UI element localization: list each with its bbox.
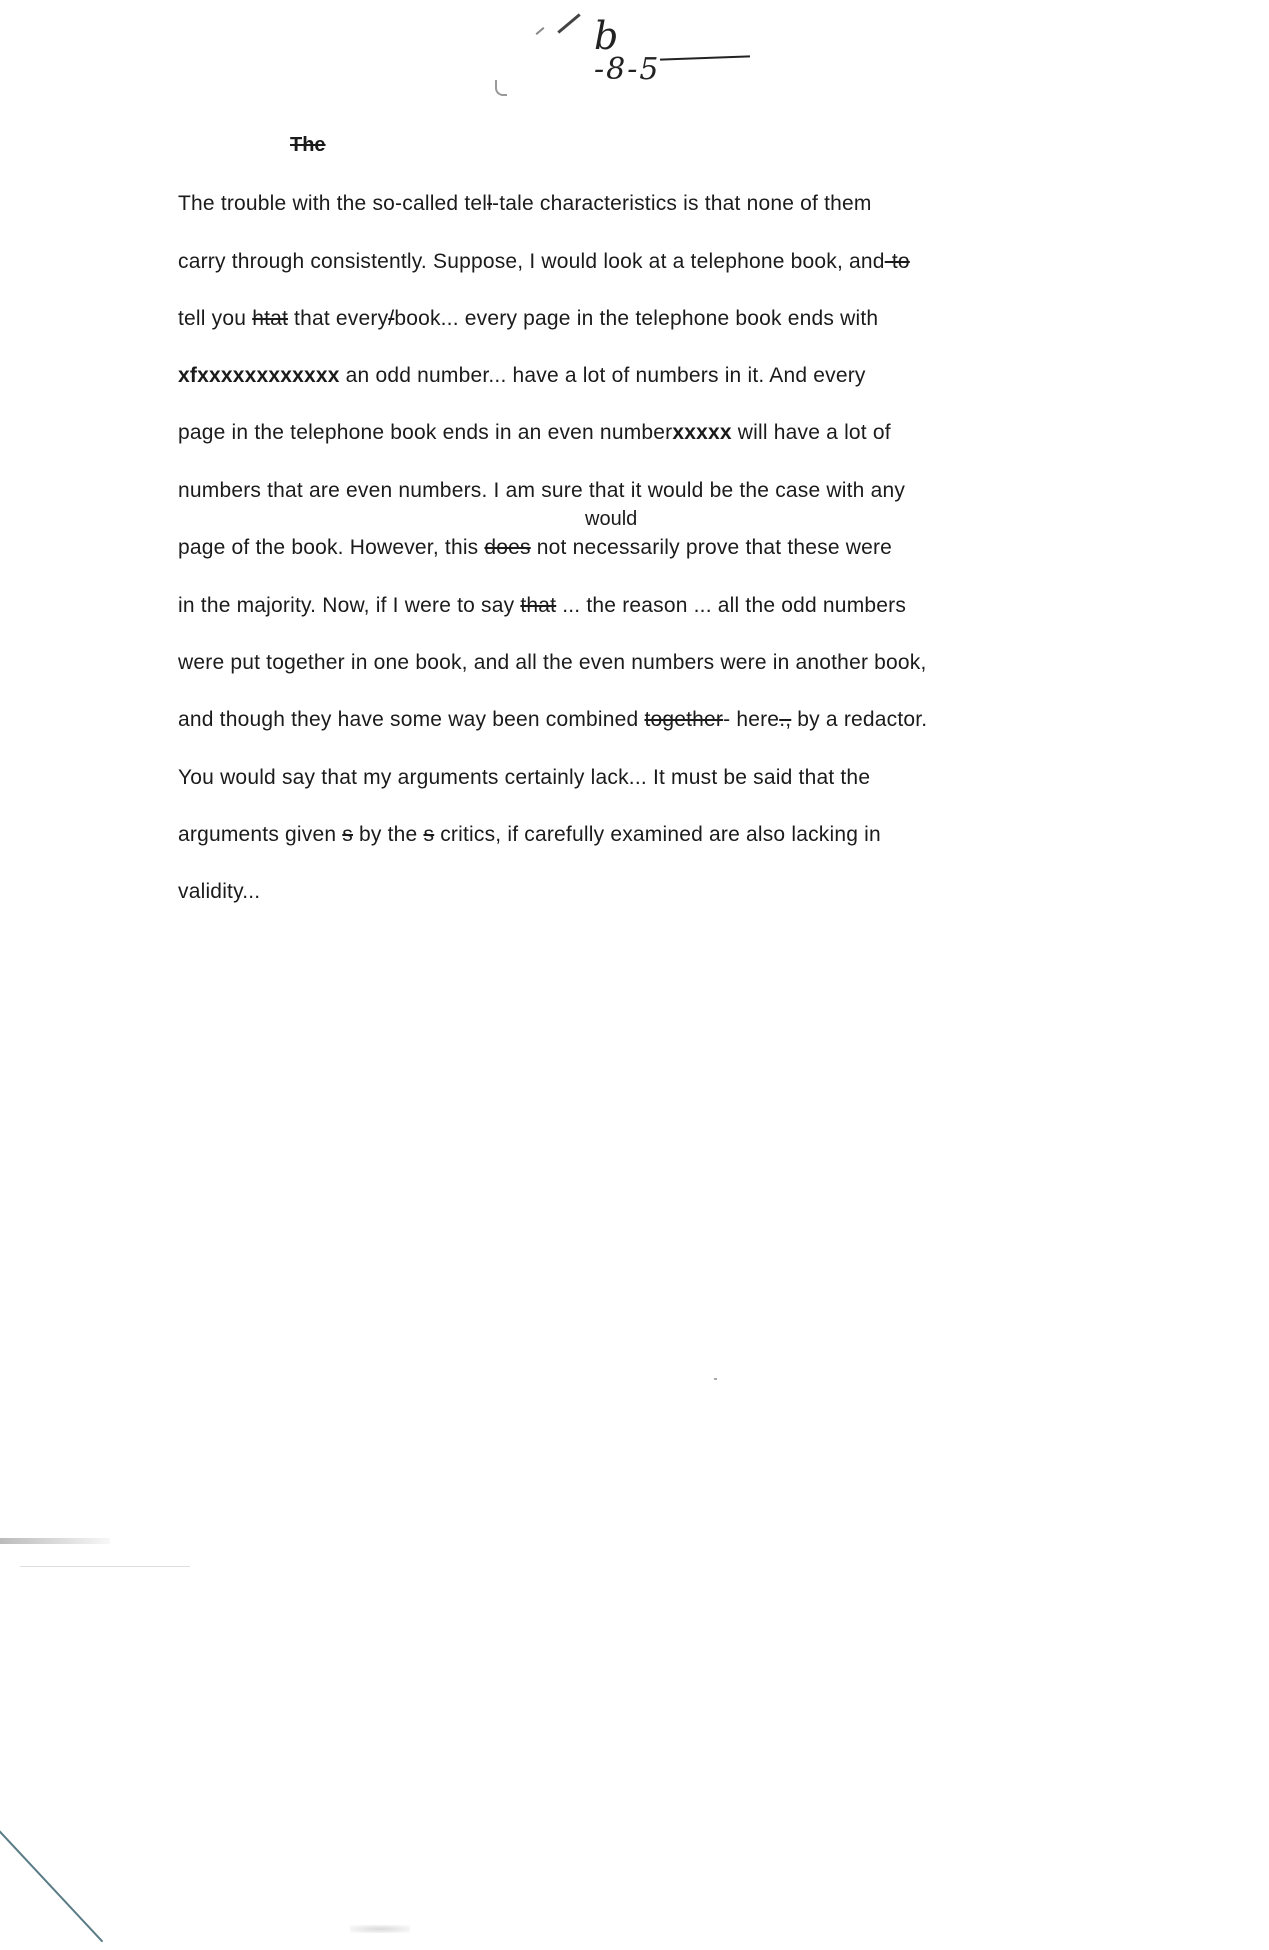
text-run: book... every page in the telephone book ends with [394,307,879,330]
struck-text: together [644,708,724,731]
typed-over-text: xxxxx [672,421,732,444]
text-run: page in the telephone book ends in an even number [178,421,673,444]
text-line [178,307,878,331]
text-run: were put together in one book, and all the even numbers were in another book, [178,651,927,674]
text-run: - here [723,708,780,731]
struck-heading: The [290,134,326,156]
text-line [178,708,927,732]
pen-mark [536,27,545,35]
text-run: an odd number... have a lot of numbers in it. And every [339,364,866,387]
scan-artifact [0,1538,110,1544]
struck-text: does [484,536,531,559]
text-line [178,880,260,904]
scan-artifact [350,1925,410,1933]
pencil-tick-mark [495,80,507,96]
handwritten-underline [660,55,750,60]
text-run: numbers that are even numbers. I am sure that it would be the case with any [178,479,906,502]
struck-text: / [388,307,395,330]
text-line [178,536,892,560]
text-line [178,421,891,445]
page-number: -8-5 [594,52,661,87]
text-line [178,651,927,675]
text-run: and though they have some way been combined [178,708,645,731]
text-run: validity... [178,880,261,903]
handwritten-annotation: b [594,14,619,58]
text-run: -tale characteristics is that none of them [492,192,872,215]
struck-text: ., [779,708,792,731]
struck-text: l [487,192,493,215]
text-run: in the majority. Now, if I were to say [178,594,521,617]
text-line [178,250,910,274]
text-run: You would say that my arguments certainly lack... It must be said that the [178,766,871,789]
text-line [178,192,872,216]
text-line [178,364,866,388]
text-line [178,823,881,847]
struck-text: s [342,823,353,846]
scan-edge-artifact [0,1820,103,1942]
pen-mark [557,13,580,33]
text-run: by the [353,823,424,846]
scan-artifact [20,1566,190,1567]
text-run: that every [288,307,389,330]
interlinear-insertion: would [585,508,638,530]
text-line [178,766,870,790]
scan-artifact [714,1378,717,1380]
text-run: will have a lot of [731,421,891,444]
struck-text: htat [252,307,289,330]
struck-text: s [423,823,435,846]
text-run: critics, if carefully examined are also lacking in [434,823,881,846]
text-run: arguments given [178,823,343,846]
text-line [178,594,906,618]
text-run: by a redactor. [791,708,928,731]
text-run: The trouble with the so-called tel [178,192,488,215]
text-run: ... the reason ... all the odd numbers [556,594,907,617]
text-run: not necessarily prove that these were [530,536,893,559]
typed-over-text: xfxxxxxxxxxxxx [178,364,340,387]
text-run: page of the book. However, this [178,536,485,559]
text-run: tell you [178,307,253,330]
text-run: carry through consistently. Suppose, I would look at a telephone book, and [178,250,885,273]
struck-text: -to [884,250,910,273]
text-line [178,479,905,503]
struck-text: that [520,594,557,617]
